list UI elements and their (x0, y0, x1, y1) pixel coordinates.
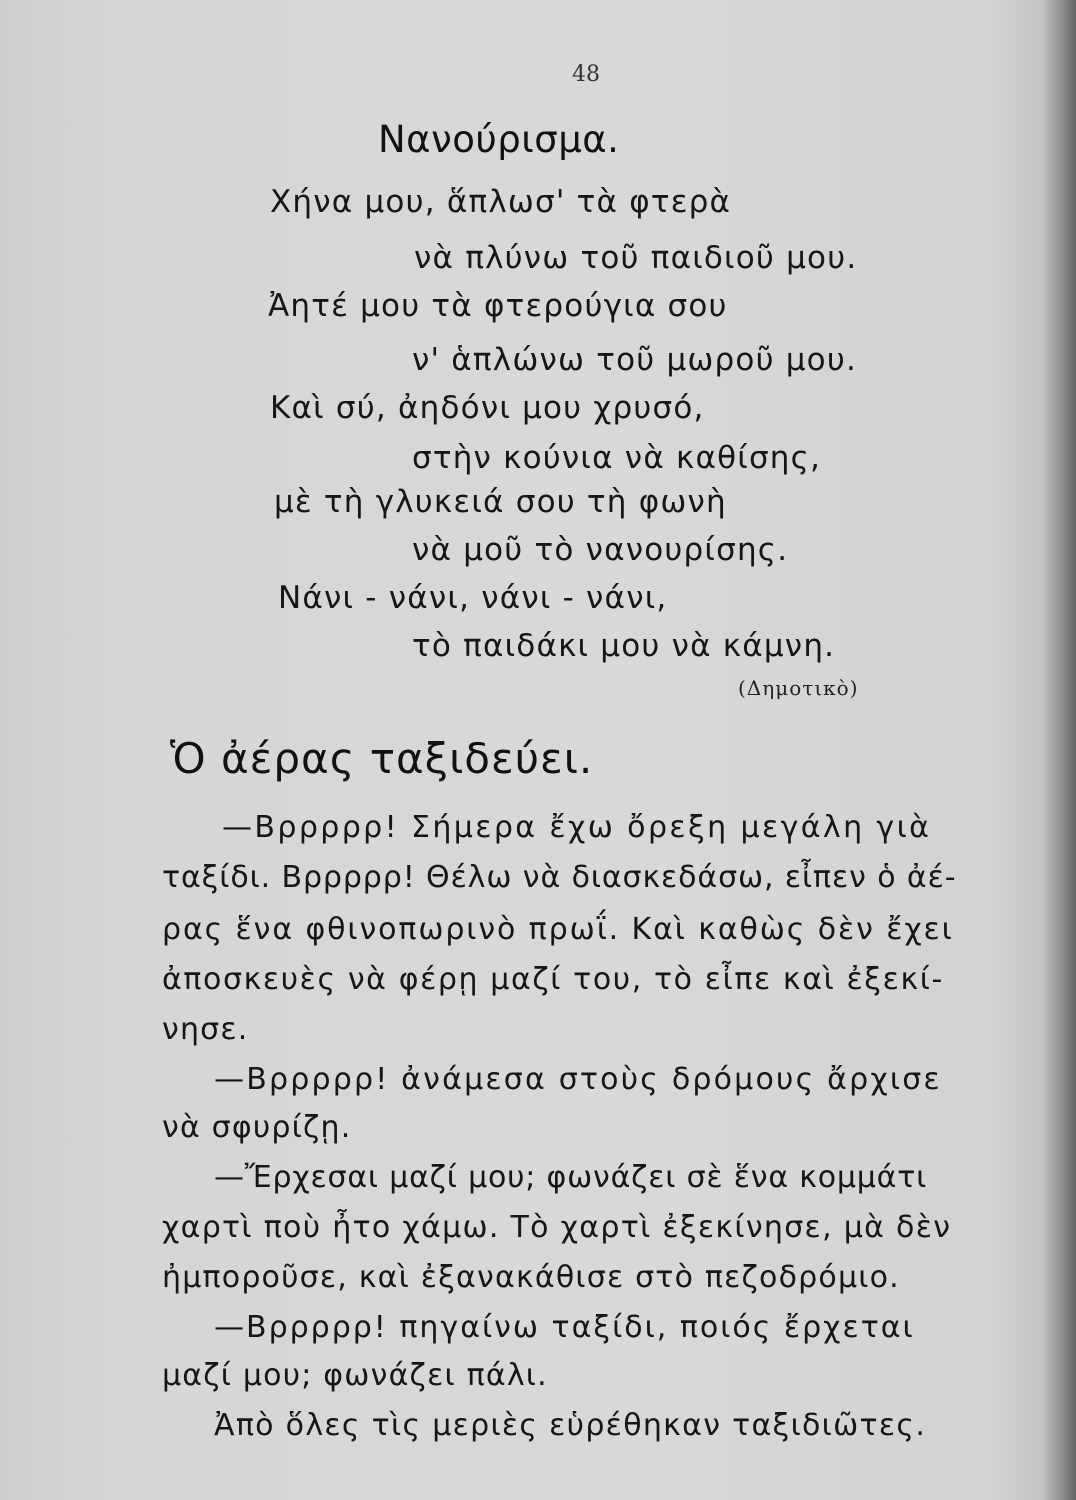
story-line: —Βρρρρρ! Σήμερα ἔχω ὄρεξη μεγάλη γιὰ (222, 810, 932, 845)
poem-line: τὸ παιδάκι μου νὰ κάμνη. (412, 628, 836, 664)
poem-line: Χήνα μου, ἅπλωσ' τὰ φτερὰ (270, 184, 732, 220)
story-line: μαζί μου; φωνάζει πάλι. (162, 1358, 548, 1393)
poem-line: Νάνι - νάνι, νάνι - νάνι, (278, 580, 668, 616)
story-line: —Ἔρχεσαι μαζί μου; φωνάζει σὲ ἕνα κομμάτι (214, 1160, 928, 1195)
poem-line: νὰ πλύνω τοῦ παιδιοῦ μου. (414, 240, 858, 276)
poem-line: Καὶ σύ, ἀηδόνι μου χρυσό, (270, 390, 705, 426)
story-line: Ἀπὸ ὅλες τὶς μεριὲς εὑρέθηκαν ταξιδιῶτες. (214, 1408, 927, 1443)
story-line: ταξίδι. Βρρρρρ! Θέλω νὰ διασκεδάσω, εἶπεν ὁ ἀέ- (162, 860, 957, 895)
story-title: Ὁ ἀέρας ταξιδεύει. (170, 734, 594, 783)
page-edge-shadow (1042, 0, 1076, 1500)
poem-line: νὰ μοῦ τὸ νανουρίσης. (412, 532, 789, 568)
story-line: νησε. (162, 1012, 249, 1047)
page-number: 48 (572, 62, 600, 87)
poem-title: Νανούρισμα. (378, 118, 620, 161)
story-line: —Βρρρρρ! πηγαίνω ταξίδι, ποιός ἔρχεται (214, 1310, 915, 1345)
story-line: χαρτὶ ποὺ ἦτο χάμω. Τὸ χαρτὶ ἐξεκίνησε, μὰ δὲν (162, 1210, 952, 1245)
story-line: νὰ σφυρίζῃ. (162, 1110, 352, 1145)
poem-line: Ἀητέ μου τὰ φτερούγια σου (268, 288, 728, 324)
poem-line: μὲ τὴ γλυκειά σου τὴ φωνὴ (274, 484, 727, 520)
story-line: ἀποσκευὲς νὰ φέρῃ μαζί του, τὸ εἶπε καὶ ἐξεκί- (162, 962, 944, 997)
story-line: —Βρρρρρ! ἀνάμεσα στοὺς δρόμους ἄρχισε (214, 1062, 942, 1097)
poem-line: ν' ἁπλώνω τοῦ μωροῦ μου. (412, 342, 858, 378)
poem-attribution: (Δημοτικὸ) (738, 676, 859, 700)
story-line: ρας ἕνα φθινοπωρινὸ πρωΐ. Καὶ καθὼς δὲν ἔχει (162, 912, 954, 947)
poem-line: στὴν κούνια νὰ καθίσης, (412, 440, 822, 476)
story-line: ἠμποροῦσε, καὶ ἐξανακάθισε στὸ πεζοδρόμιο. (162, 1260, 900, 1295)
